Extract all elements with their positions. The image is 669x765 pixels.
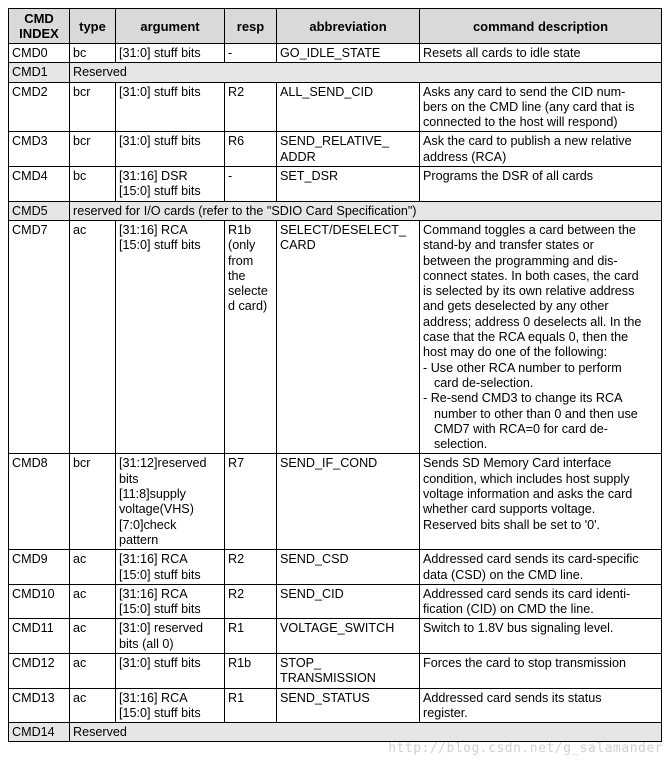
abbreviation-line: SEND_RELATIVE_ <box>280 134 389 149</box>
abbreviation-cell <box>277 454 420 550</box>
table-body <box>9 44 662 742</box>
table-row <box>9 167 662 202</box>
reserved-span-cell: reserved for I/O cards (refer to the "SDIO Card Specification") <box>70 201 662 220</box>
argument-cell <box>116 167 225 202</box>
description-cell <box>420 550 662 585</box>
description-line: whether card supports voltage. <box>423 502 596 517</box>
description-bullet-line: selection. <box>434 437 488 452</box>
argument-line: [15:0] stuff bits <box>119 238 201 253</box>
table-row <box>9 688 662 723</box>
resp-cell <box>225 550 277 585</box>
table-row <box>9 82 662 132</box>
argument-line: [31:16] RCA <box>119 222 188 237</box>
argument-line: [31:16] RCA <box>119 552 188 567</box>
description-line: Sends SD Memory Card interface <box>423 456 612 471</box>
resp-line: R2 <box>228 84 245 99</box>
argument-cell <box>116 550 225 585</box>
type-cell: ac <box>70 550 116 585</box>
argument-line: [15:0] stuff bits <box>119 602 201 617</box>
cmd-index-cell: CMD10 <box>9 584 70 619</box>
resp-line: the <box>228 268 246 283</box>
description-line: Asks any card to send the CID num- <box>423 84 626 99</box>
cmd-index-cell: CMD7 <box>9 220 70 453</box>
argument-line: [31:16] DSR <box>119 169 188 184</box>
description-line: register. <box>423 705 468 720</box>
abbreviation-line: ALL_SEND_CID <box>280 84 374 99</box>
abbreviation-line: SEND_CID <box>280 586 344 601</box>
description-line: Addressed card sends its card identi- <box>423 586 631 601</box>
argument-line: [31:0] stuff bits <box>119 134 201 149</box>
type-cell: bcr <box>70 132 116 167</box>
resp-line: R7 <box>228 456 245 471</box>
resp-cell <box>225 454 277 550</box>
type-cell: ac <box>70 653 116 688</box>
header-abbreviation: abbreviation <box>277 9 420 44</box>
description-bullet-line: number to other than 0 and then use <box>434 406 638 421</box>
description-bullet-line: - Re-send CMD3 to change its RCA <box>423 391 623 406</box>
cmd-index-cell: CMD8 <box>9 454 70 550</box>
abbreviation-line: GO_IDLE_STATE <box>280 46 381 60</box>
description-cell <box>420 220 662 453</box>
description-line: address; address 0 deselects all. In the <box>423 314 642 329</box>
abbreviation-line: ADDR <box>280 149 316 164</box>
type-cell: ac <box>70 584 116 619</box>
resp-line: - <box>228 46 233 60</box>
resp-line: R1b <box>228 655 252 670</box>
description-line: Resets all cards to idle state <box>423 46 581 60</box>
description-line: Command toggles a card between the <box>423 222 636 237</box>
table-row <box>9 454 662 550</box>
resp-line: R1b <box>228 222 252 237</box>
abbreviation-cell <box>277 220 420 453</box>
type-cell: ac <box>70 220 116 453</box>
header-resp: resp <box>225 9 277 44</box>
resp-cell <box>225 688 277 723</box>
cmd-index-cell: CMD5 <box>9 201 70 220</box>
table-row <box>9 201 662 220</box>
argument-cell <box>116 82 225 132</box>
table-row <box>9 653 662 688</box>
abbreviation-cell <box>277 132 420 167</box>
abbreviation-cell <box>277 619 420 654</box>
table-row <box>9 63 662 82</box>
table-row <box>9 584 662 619</box>
argument-line: [31:0] stuff bits <box>119 655 201 670</box>
resp-cell <box>225 653 277 688</box>
type-cell: bcr <box>70 454 116 550</box>
resp-line: (only <box>228 238 256 253</box>
description-line: connect states. In both cases, the card <box>423 268 639 283</box>
cmd-index-cell: CMD3 <box>9 132 70 167</box>
description-line: Reserved bits shall be set to '0'. <box>423 517 601 532</box>
type-cell: bc <box>70 167 116 202</box>
abbreviation-line: CARD <box>280 238 316 253</box>
argument-line: [31:12]reserved <box>119 456 207 471</box>
resp-line: selecte <box>228 284 268 299</box>
type-cell: bc <box>70 44 116 63</box>
description-line: Switch to 1.8V bus signaling level. <box>423 621 614 636</box>
description-line: fication (CID) on CMD the line. <box>423 602 594 617</box>
header-type: type <box>70 9 116 44</box>
abbreviation-line: SEND_IF_COND <box>280 456 378 471</box>
cmd-index-cell: CMD1 <box>9 63 70 82</box>
description-line: address (RCA) <box>423 149 507 164</box>
description-cell <box>420 688 662 723</box>
argument-cell <box>116 688 225 723</box>
argument-line: bits (all 0) <box>119 636 174 651</box>
description-bullet-line: - Use other RCA number to perform <box>423 360 622 375</box>
description-bullet-line: card de-selection. <box>434 375 534 390</box>
type-cell: ac <box>70 619 116 654</box>
table-row <box>9 550 662 585</box>
cmd-index-cell: CMD13 <box>9 688 70 723</box>
resp-line: d card) <box>228 299 268 314</box>
table-row <box>9 132 662 167</box>
description-cell <box>420 653 662 688</box>
abbreviation-cell <box>277 167 420 202</box>
description-line: bers on the CMD line (any card that is <box>423 99 635 114</box>
resp-line: R2 <box>228 586 245 601</box>
argument-line: [15:0] stuff bits <box>119 705 201 720</box>
argument-line: [31:0] reserved <box>119 621 204 636</box>
abbreviation-cell <box>277 82 420 132</box>
sd-command-table <box>8 8 662 742</box>
argument-line: [31:16] RCA <box>119 586 188 601</box>
argument-line: [15:0] stuff bits <box>119 567 201 582</box>
resp-cell <box>225 132 277 167</box>
table-row <box>9 220 662 453</box>
argument-line: [7:0]check <box>119 517 177 532</box>
header-cmd-index: CMD INDEX <box>9 9 70 44</box>
description-line: is selected by its own relative address <box>423 284 635 299</box>
cmd-index-cell: CMD12 <box>9 653 70 688</box>
abbreviation-cell <box>277 688 420 723</box>
command-table-container <box>8 8 662 742</box>
resp-cell <box>225 82 277 132</box>
table-row <box>9 619 662 654</box>
abbreviation-cell <box>277 44 420 63</box>
description-cell <box>420 44 662 63</box>
description-cell <box>420 584 662 619</box>
description-line: case that the RCA equals 0, then the <box>423 330 629 345</box>
argument-cell <box>116 619 225 654</box>
description-cell <box>420 167 662 202</box>
argument-cell <box>116 653 225 688</box>
description-line: Ask the card to publish a new relative <box>423 134 632 149</box>
cmd-index-cell: CMD9 <box>9 550 70 585</box>
abbreviation-line: STOP_ <box>280 655 322 670</box>
description-cell <box>420 454 662 550</box>
resp-cell <box>225 167 277 202</box>
reserved-span-cell: Reserved <box>70 63 662 82</box>
description-line: data (CSD) on the CMD line. <box>423 567 584 582</box>
description-line: Programs the DSR of all cards <box>423 169 594 184</box>
abbreviation-line: VOLTAGE_SWITCH <box>280 621 395 636</box>
resp-line: R1 <box>228 690 245 705</box>
description-line: between the programming and dis- <box>423 253 618 268</box>
resp-line: from <box>228 253 254 268</box>
argument-cell <box>116 132 225 167</box>
argument-line: bits <box>119 471 139 486</box>
argument-cell <box>116 44 225 63</box>
abbreviation-line: TRANSMISSION <box>280 671 376 686</box>
abbreviation-line: SEND_STATUS <box>280 690 370 705</box>
argument-line: pattern <box>119 532 159 547</box>
cmd-index-cell: CMD14 <box>9 723 70 742</box>
argument-cell <box>116 220 225 453</box>
table-row <box>9 723 662 742</box>
resp-line: R6 <box>228 134 245 149</box>
description-line: condition, which includes host supply <box>423 471 630 486</box>
description-line: host may do one of the following: <box>423 345 608 360</box>
description-line: Forces the card to stop transmission <box>423 655 626 670</box>
description-bullet-line: CMD7 with RCA=0 for card de- <box>434 421 608 436</box>
description-cell <box>420 132 662 167</box>
resp-cell <box>225 619 277 654</box>
resp-line: - <box>228 169 233 184</box>
description-line: voltage information and asks the card <box>423 487 633 502</box>
abbreviation-line: SELECT/DESELECT_ <box>280 222 406 237</box>
type-cell: bcr <box>70 82 116 132</box>
description-cell <box>420 82 662 132</box>
table-header-row <box>9 9 662 44</box>
abbreviation-cell <box>277 584 420 619</box>
abbreviation-line: SET_DSR <box>280 169 339 184</box>
resp-cell <box>225 584 277 619</box>
argument-line: [11:8]supply <box>119 487 186 502</box>
resp-line: R2 <box>228 552 245 567</box>
cmd-index-cell: CMD11 <box>9 619 70 654</box>
watermark-text: http://blog.csdn.net/g_salamander <box>388 741 663 756</box>
argument-cell <box>116 584 225 619</box>
argument-line: voltage(VHS) <box>119 502 194 517</box>
argument-line: [31:0] stuff bits <box>119 84 201 99</box>
table-row <box>9 44 662 63</box>
description-line: and gets deselected by any other <box>423 299 609 314</box>
description-line: Addressed card sends its status <box>423 690 602 705</box>
cmd-index-cell: CMD0 <box>9 44 70 63</box>
abbreviation-cell <box>277 653 420 688</box>
abbreviation-cell <box>277 550 420 585</box>
description-line: stand-by and transfer states or <box>423 238 594 253</box>
header-argument: argument <box>116 9 225 44</box>
argument-line: [31:0] stuff bits <box>119 46 201 60</box>
argument-cell <box>116 454 225 550</box>
resp-cell <box>225 44 277 63</box>
type-cell: ac <box>70 688 116 723</box>
resp-cell <box>225 220 277 453</box>
resp-line: R1 <box>228 621 245 636</box>
reserved-span-cell: Reserved <box>70 723 662 742</box>
argument-line: [31:16] RCA <box>119 690 188 705</box>
header-command-description: command description <box>420 9 662 44</box>
cmd-index-cell: CMD4 <box>9 167 70 202</box>
argument-line: [15:0] stuff bits <box>119 184 201 199</box>
abbreviation-line: SEND_CSD <box>280 552 349 567</box>
description-line: connected to the host will respond) <box>423 115 618 130</box>
cmd-index-cell: CMD2 <box>9 82 70 132</box>
description-cell <box>420 619 662 654</box>
description-line: Addressed card sends its card-specific <box>423 552 639 567</box>
